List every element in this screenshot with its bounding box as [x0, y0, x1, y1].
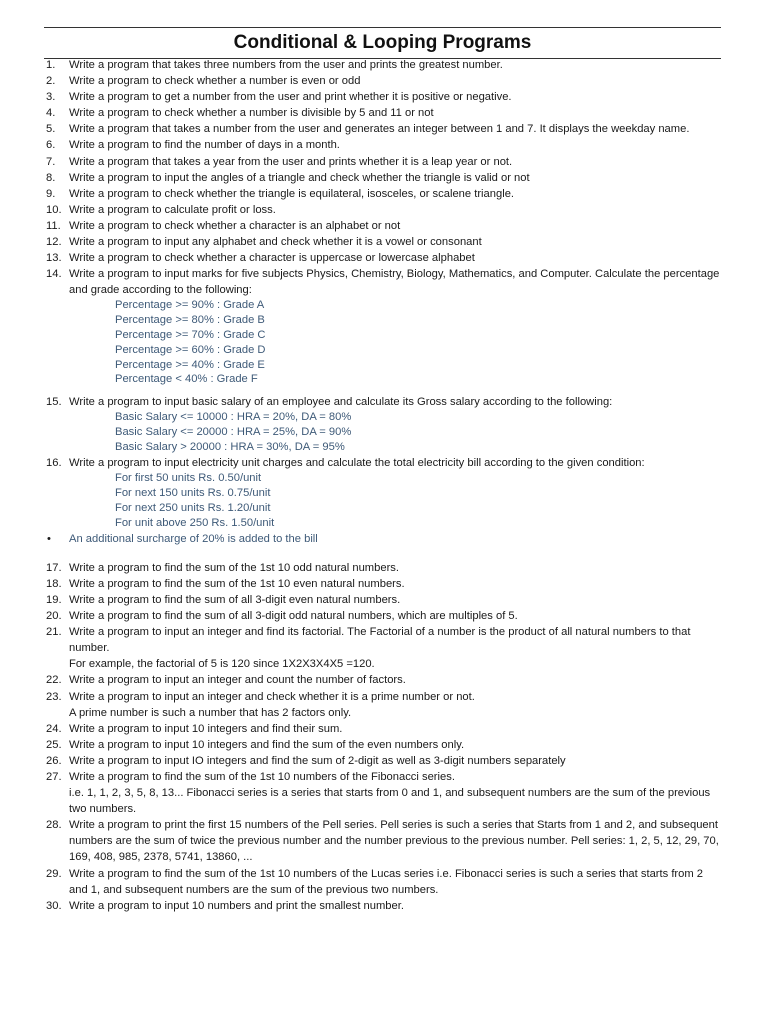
item-text: Write a program to input 10 numbers and print the smallest number. [69, 899, 404, 912]
item-text: Write a program to find the sum of the 1st 10 odd natural numbers. [69, 561, 399, 574]
item-text: Write a program to input 10 integers and find the sum of the even numbers only. [69, 738, 465, 751]
fibonacci-note: i.e. 1, 1, 2, 3, 5, 8, 13... Fibonacci series is a series that starts from 0 and 1, and subsequent numbers are the sum of the previous two numbers. [69, 787, 711, 816]
item-number: 6. [46, 139, 56, 152]
item-number: 7. [46, 155, 56, 168]
item-number: 28. [46, 819, 62, 832]
list-item-20 [44, 608, 724, 624]
list-item-25 [44, 737, 724, 753]
list-item-4 [44, 105, 724, 121]
item-number: 20. [46, 610, 62, 623]
item-number: 13. [46, 252, 62, 265]
item-text: Write a program to find the sum of the 1st 10 numbers of the Fibonacci series. [69, 770, 455, 783]
list-item-23 [44, 689, 724, 705]
list-item-11 [44, 218, 724, 234]
grade-rule: Percentage < 40% : Grade F [115, 373, 258, 386]
surcharge-note: An additional surcharge of 20% is added to the bill [69, 532, 318, 545]
list-item-21 [44, 624, 724, 656]
list-item-26 [44, 753, 724, 769]
list-item-24 [44, 721, 724, 737]
spacer [44, 387, 724, 394]
salary-rule: Basic Salary <= 10000 : HRA = 20%, DA = 80% [115, 411, 352, 424]
item-number: 8. [46, 171, 56, 184]
item-number: 19. [46, 593, 62, 606]
list-item-1 [44, 57, 724, 73]
list-item-7 [44, 154, 724, 170]
item-text: Write a program to find the sum of the 1st 10 numbers of the Lucas series i.e. Fibonacci series is such a series that starts from 2 and 1, and subsequent numbers are the sum of the previous two numbers. [69, 867, 704, 896]
item-text: Write a program to find the sum of the 1st 10 even natural numbers. [69, 577, 405, 590]
item-text: Write a program to check whether a number is divisible by 5 and 11 or not [69, 107, 434, 120]
item-text: Write a program to find the sum of all 3-digit even natural numbers. [69, 593, 401, 606]
list-item-22 [44, 672, 724, 688]
list-item-19 [44, 592, 724, 608]
list-item-30 [44, 898, 724, 914]
item-text: Write a program to input IO integers and find the sum of 2-digit as well as 3-digit numbers separately [69, 754, 566, 767]
electricity-rule: For next 150 units Rs. 0.75/unit [115, 486, 271, 499]
item-text: Write a program to input electricity unit charges and calculate the total electricity bill according to the given condition: [69, 456, 645, 469]
list-item-5 [44, 121, 724, 137]
item-text: Write a program to find the number of days in a month. [69, 139, 340, 152]
electricity-rule: For next 250 units Rs. 1.20/unit [115, 501, 271, 514]
item-number: 30. [46, 899, 62, 912]
list-item-27 [44, 769, 724, 785]
grade-rule: Percentage >= 40% : Grade E [115, 358, 265, 371]
grade-rule: Percentage >= 90% : Grade A [115, 299, 265, 312]
item-number: 14. [46, 268, 62, 281]
item-number: 26. [46, 754, 62, 767]
item-text: Write a program to check whether a character is an alphabet or not [69, 219, 401, 232]
list-item-17 [44, 560, 724, 576]
item-number: 22. [46, 674, 62, 687]
list-item-10 [44, 202, 724, 218]
grade-rule: Percentage >= 70% : Grade C [115, 329, 266, 341]
electricity-rule: For first 50 units Rs. 0.50/unit [115, 471, 262, 484]
item-text: Write a program to input an integer and check whether it is a prime number or not. [69, 690, 475, 703]
list-item-13 [44, 250, 724, 266]
item-number: 25. [46, 738, 62, 751]
item-number: 11. [46, 219, 61, 232]
list-item-6 [44, 137, 724, 153]
item-number: 17. [46, 561, 62, 574]
item-number: 29. [46, 867, 62, 880]
spacer [44, 547, 724, 560]
item-number: 12. [46, 236, 62, 249]
grade-rule: Percentage >= 60% : Grade D [115, 343, 266, 356]
list-item-18 [44, 576, 724, 592]
item-text: Write a program to input the angles of a triangle and check whether the triangle is valid or not [69, 171, 530, 184]
program-list [44, 57, 724, 914]
item-number: 18. [46, 577, 62, 590]
item-number: 24. [46, 722, 62, 735]
item-number: 5. [46, 123, 56, 136]
item-number: 9. [46, 187, 56, 200]
item-text: Write a program to input 10 integers and find their sum. [69, 722, 343, 735]
list-item-29 [44, 866, 724, 898]
item-number: 15. [46, 396, 62, 409]
item-text: Write a program that takes a year from the user and prints whether it is a leap year or not. [69, 155, 513, 168]
item-text: Write a program to input any alphabet and check whether it is a vowel or consonant [69, 236, 482, 249]
item-text: Write a program to input basic salary of an employee and calculate its Gross salary according to the following: [69, 396, 613, 409]
factorial-example: For example, the factorial of 5 is 120 since 1X2X3X4X5 =120. [69, 658, 375, 671]
item-text: Write a program to print the first 15 numbers of the Pell series. Pell series is such a series that Starts from 1 and 2, and subsequent numbers are the sum of twice the previous number and the number previous to the previous number. Pell series: 1, 2, 5, 12, 29, 70, 169, 408, 985, 2378, 5741, 13860, ... [69, 819, 719, 864]
item-number: 4. [46, 107, 56, 120]
list-item-3 [44, 89, 724, 105]
item-number: 21. [46, 626, 62, 639]
item-number: 10. [46, 203, 62, 216]
list-item-9 [44, 186, 724, 202]
item-text: Write a program that takes three numbers from the user and prints the greatest number. [69, 59, 503, 71]
prime-note: A prime number is such a number that has 2 factors only. [69, 706, 352, 719]
item-number: 1. [46, 59, 56, 71]
list-item-14 [44, 266, 724, 298]
title-bar [44, 27, 721, 59]
item-text: Write a program to input an integer and count the number of factors. [69, 674, 406, 687]
item-number: 23. [46, 690, 62, 703]
list-item-15 [44, 394, 724, 410]
list-item-16 [44, 455, 724, 471]
item-text: Write a program that takes a number from the user and generates an integer between 1 and 7. It displays the weekday name. [69, 123, 690, 136]
list-item-2 [44, 73, 724, 89]
salary-rule: Basic Salary > 20000 : HRA = 30%, DA = 95% [115, 440, 345, 453]
item-number: 2. [46, 75, 56, 88]
item-text: Write a program to get a number from the user and print whether it is positive or negative. [69, 91, 512, 104]
item-text: Write a program to find the sum of all 3-digit odd natural numbers, which are multiples of 5. [69, 610, 518, 623]
list-item-8 [44, 170, 724, 186]
item-number: 16. [46, 456, 62, 469]
item-number: 27. [46, 770, 62, 783]
salary-rule: Basic Salary <= 20000 : HRA = 25%, DA = 90% [115, 426, 352, 439]
grade-rule: Percentage >= 80% : Grade B [115, 314, 265, 327]
electricity-rule: For unit above 250 Rs. 1.50/unit [115, 516, 275, 529]
list-item-12 [44, 234, 724, 250]
surcharge-bullet [44, 531, 724, 547]
bullet-icon: • [47, 532, 51, 545]
page-title: Conditional & Looping Programs [233, 32, 532, 53]
item-text: Write a program to check whether the triangle is equilateral, isosceles, or scalene triangle. [69, 187, 515, 200]
item-text: Write a program to input an integer and find its factorial. The Factorial of a number is the product of all natural numbers to that number. [69, 626, 691, 655]
item-text: Write a program to calculate profit or loss. [69, 203, 276, 216]
list-item-28 [44, 817, 724, 865]
item-text: Write a program to input marks for five subjects Physics, Chemistry, Biology, Mathematics, and Computer. Calculate the percentage and grade according to the following: [69, 268, 720, 297]
item-text: Write a program to check whether a character is uppercase or lowercase alphabet [69, 252, 475, 265]
item-text: Write a program to check whether a number is even or odd [69, 75, 361, 88]
item-number: 3. [46, 91, 56, 104]
